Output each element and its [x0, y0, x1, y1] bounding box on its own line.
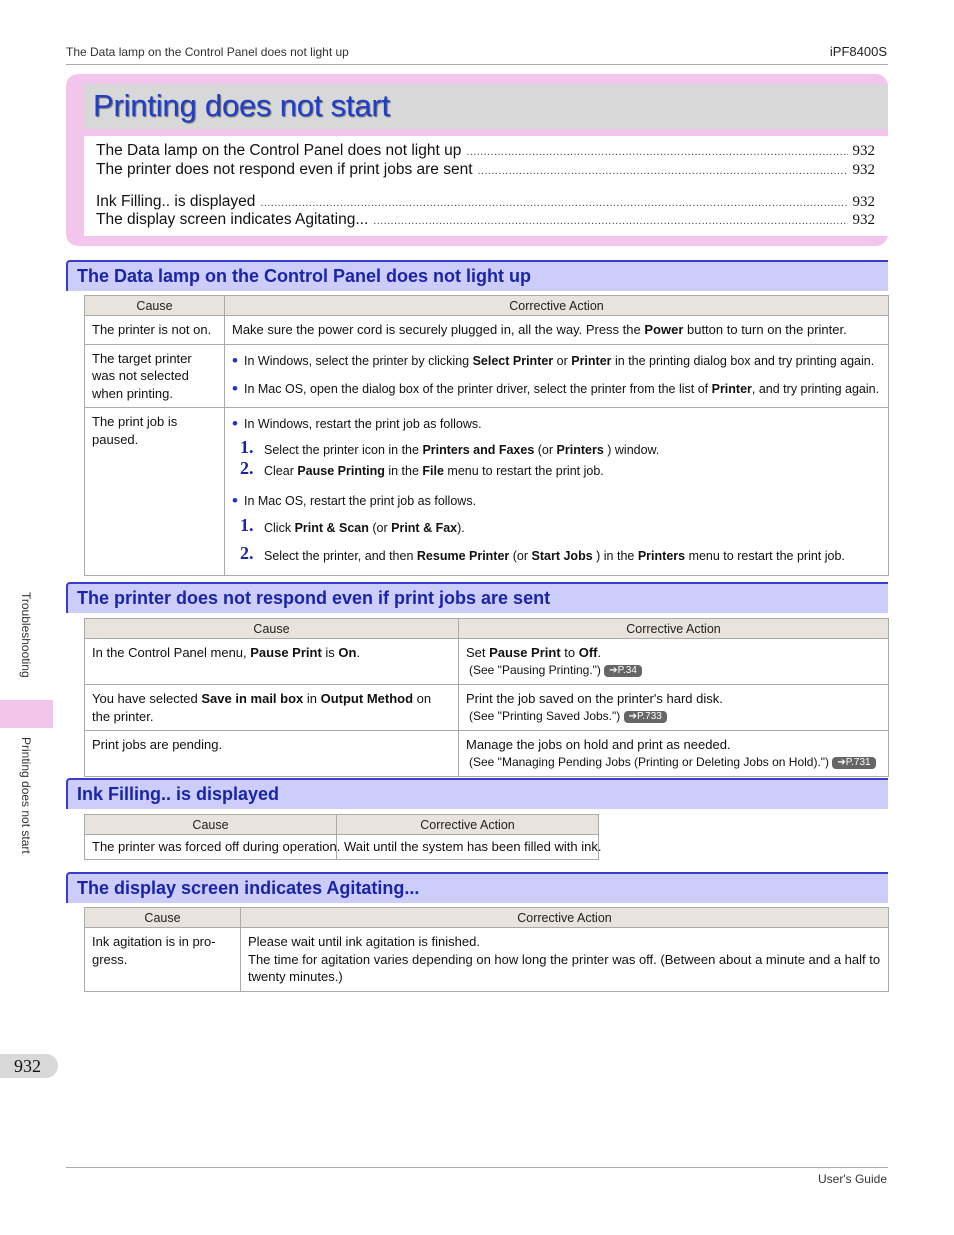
running-header-title: The Data lamp on the Control Panel does not light up — [66, 45, 349, 59]
troubleshooting-table — [84, 814, 602, 860]
bullet-item: • In Windows, select the printer by clicking Select Printer or Printer in the printing dialog box and try printing again. — [232, 353, 881, 371]
action-header: Corrective Action — [459, 619, 889, 639]
cause-cell: The print job is paused. — [85, 408, 225, 576]
toc-leader — [373, 215, 847, 227]
toc-entry-page: 932 — [852, 194, 875, 210]
action-cell: Set Pause Print to Off. (See "Pausing Printing.") ➔P.34 — [459, 639, 889, 685]
page-link[interactable]: ➔P.731 — [832, 757, 875, 769]
toc-leader — [478, 165, 848, 177]
toc-entry[interactable] — [96, 211, 875, 231]
action-cell: Please wait until ink agitation is finished. The time for agitation varies depending on how long the printer was off. (Between about a minute and a half to twenty minutes.) — [241, 928, 889, 992]
table-row — [85, 835, 599, 860]
step-item: 1. Click Print & Scan (or Print & Fax). — [240, 515, 465, 535]
header-divider — [66, 64, 888, 65]
table-row — [85, 408, 889, 576]
bullet-item: • In Windows, restart the print job as follows. — [232, 416, 881, 434]
section-heading — [66, 582, 888, 613]
action-cell — [225, 344, 889, 408]
troubleshooting-table — [84, 618, 889, 777]
action-cell: Print the job saved on the printer's hard disk. (See "Printing Saved Jobs.") ➔P.733 — [459, 685, 889, 731]
toc-entry-text: The printer does not respond even if print jobs are sent — [96, 161, 473, 178]
cause-header: Cause — [85, 296, 225, 316]
cause-cell: Print jobs are pending. — [85, 731, 459, 777]
toc-entry[interactable] — [96, 142, 875, 162]
see-reference: (See "Managing Pending Jobs (Printing or Deleting Jobs on Hold).") — [469, 754, 830, 769]
table-row — [85, 928, 889, 992]
cause-header: Cause — [85, 815, 337, 835]
table-row — [85, 316, 889, 345]
cause-cell: You have selected Save in mail box in Output Method on the printer. — [85, 685, 459, 731]
toc-entry[interactable] — [96, 193, 875, 213]
table-row — [85, 685, 889, 731]
footer-guide-title: User's Guide — [818, 1172, 887, 1186]
toc-entry[interactable] — [96, 161, 875, 181]
page-link[interactable]: ➔P.34 — [604, 665, 642, 677]
see-reference: (See "Pausing Printing.") — [469, 662, 601, 677]
table-row — [85, 344, 889, 408]
title-bar — [84, 84, 888, 129]
table-row — [85, 731, 889, 777]
toc-leader — [260, 197, 847, 209]
step-item: 2. Clear Pause Printing in the File menu to restart the print job. — [240, 458, 604, 478]
page-title: Printing does not start — [93, 88, 390, 123]
toc-entry-page: 932 — [852, 143, 875, 159]
step-item: 1. Select the printer icon in the Printers and Faxes (or Printers ) window. — [240, 436, 660, 457]
cause-cell: In the Control Panel menu, Pause Print is On. — [85, 639, 459, 685]
section-title: Ink Filling.. is displayed — [77, 784, 280, 804]
action-cell: Manage the jobs on hold and print as needed. (See "Managing Pending Jobs (Printing or Deleting Jobs on Hold).") ➔P.731 — [459, 731, 889, 777]
action-cell: Make sure the power cord is securely plugged in, all the way. Press the Power button to turn on the printer. — [225, 316, 889, 345]
action-header: Corrective Action — [241, 908, 889, 928]
toc-leader — [466, 146, 847, 158]
cause-header: Cause — [85, 908, 241, 928]
cause-cell: The printer was forced off during operation. — [85, 835, 337, 860]
table-row — [85, 639, 889, 685]
page-link[interactable]: ➔P.733 — [624, 711, 667, 723]
toc-entry-page: 932 — [852, 212, 875, 228]
step-item: 2. Select the printer, and then Resume Printer (or Start Jobs ) in the Printers menu to restart the print job. — [240, 542, 845, 563]
cause-cell: Ink agitation is in pro-gress. — [85, 928, 241, 992]
model-name: iPF8400S — [829, 44, 887, 59]
side-tab-chapter[interactable]: Troubleshooting — [19, 592, 33, 678]
toc-entry-text: The Data lamp on the Control Panel does not light up — [96, 142, 462, 159]
section-heading — [66, 872, 888, 903]
action-cell: Wait until the system has been filled with ink. — [337, 835, 599, 860]
see-reference: (See "Printing Saved Jobs.") — [469, 708, 621, 723]
toc-entry-page: 932 — [852, 162, 875, 178]
cause-cell: The printer is not on. — [85, 316, 225, 345]
section-heading — [66, 260, 888, 291]
troubleshooting-table — [84, 907, 889, 992]
cause-cell: The target printer was not selected when printing. — [85, 344, 225, 408]
section-title: The printer does not respond even if print jobs are sent — [77, 588, 551, 608]
cause-header: Cause — [85, 619, 459, 639]
bullet-item: • In Mac OS, open the dialog box of the printer driver, select the printer from the list of Printer, and try printing again. — [232, 381, 881, 399]
section-title: The Data lamp on the Control Panel does not light up — [77, 266, 532, 286]
section-title: The display screen indicates Agitating... — [77, 878, 420, 898]
side-tab-section[interactable]: Printing does not start — [19, 737, 33, 854]
footer-divider — [66, 1167, 888, 1168]
action-header: Corrective Action — [337, 815, 599, 835]
troubleshooting-table — [84, 295, 889, 576]
toc-entry-text: Ink Filling.. is displayed — [96, 193, 256, 210]
section-heading — [66, 778, 888, 809]
toc-entry-text: The display screen indicates Agitating... — [96, 211, 369, 228]
side-tab-marker — [0, 700, 53, 728]
page-number: 932 — [0, 1054, 58, 1078]
bullet-item: • In Mac OS, restart the print job as follows. — [232, 493, 881, 511]
action-cell — [225, 408, 889, 576]
action-header: Corrective Action — [225, 296, 889, 316]
